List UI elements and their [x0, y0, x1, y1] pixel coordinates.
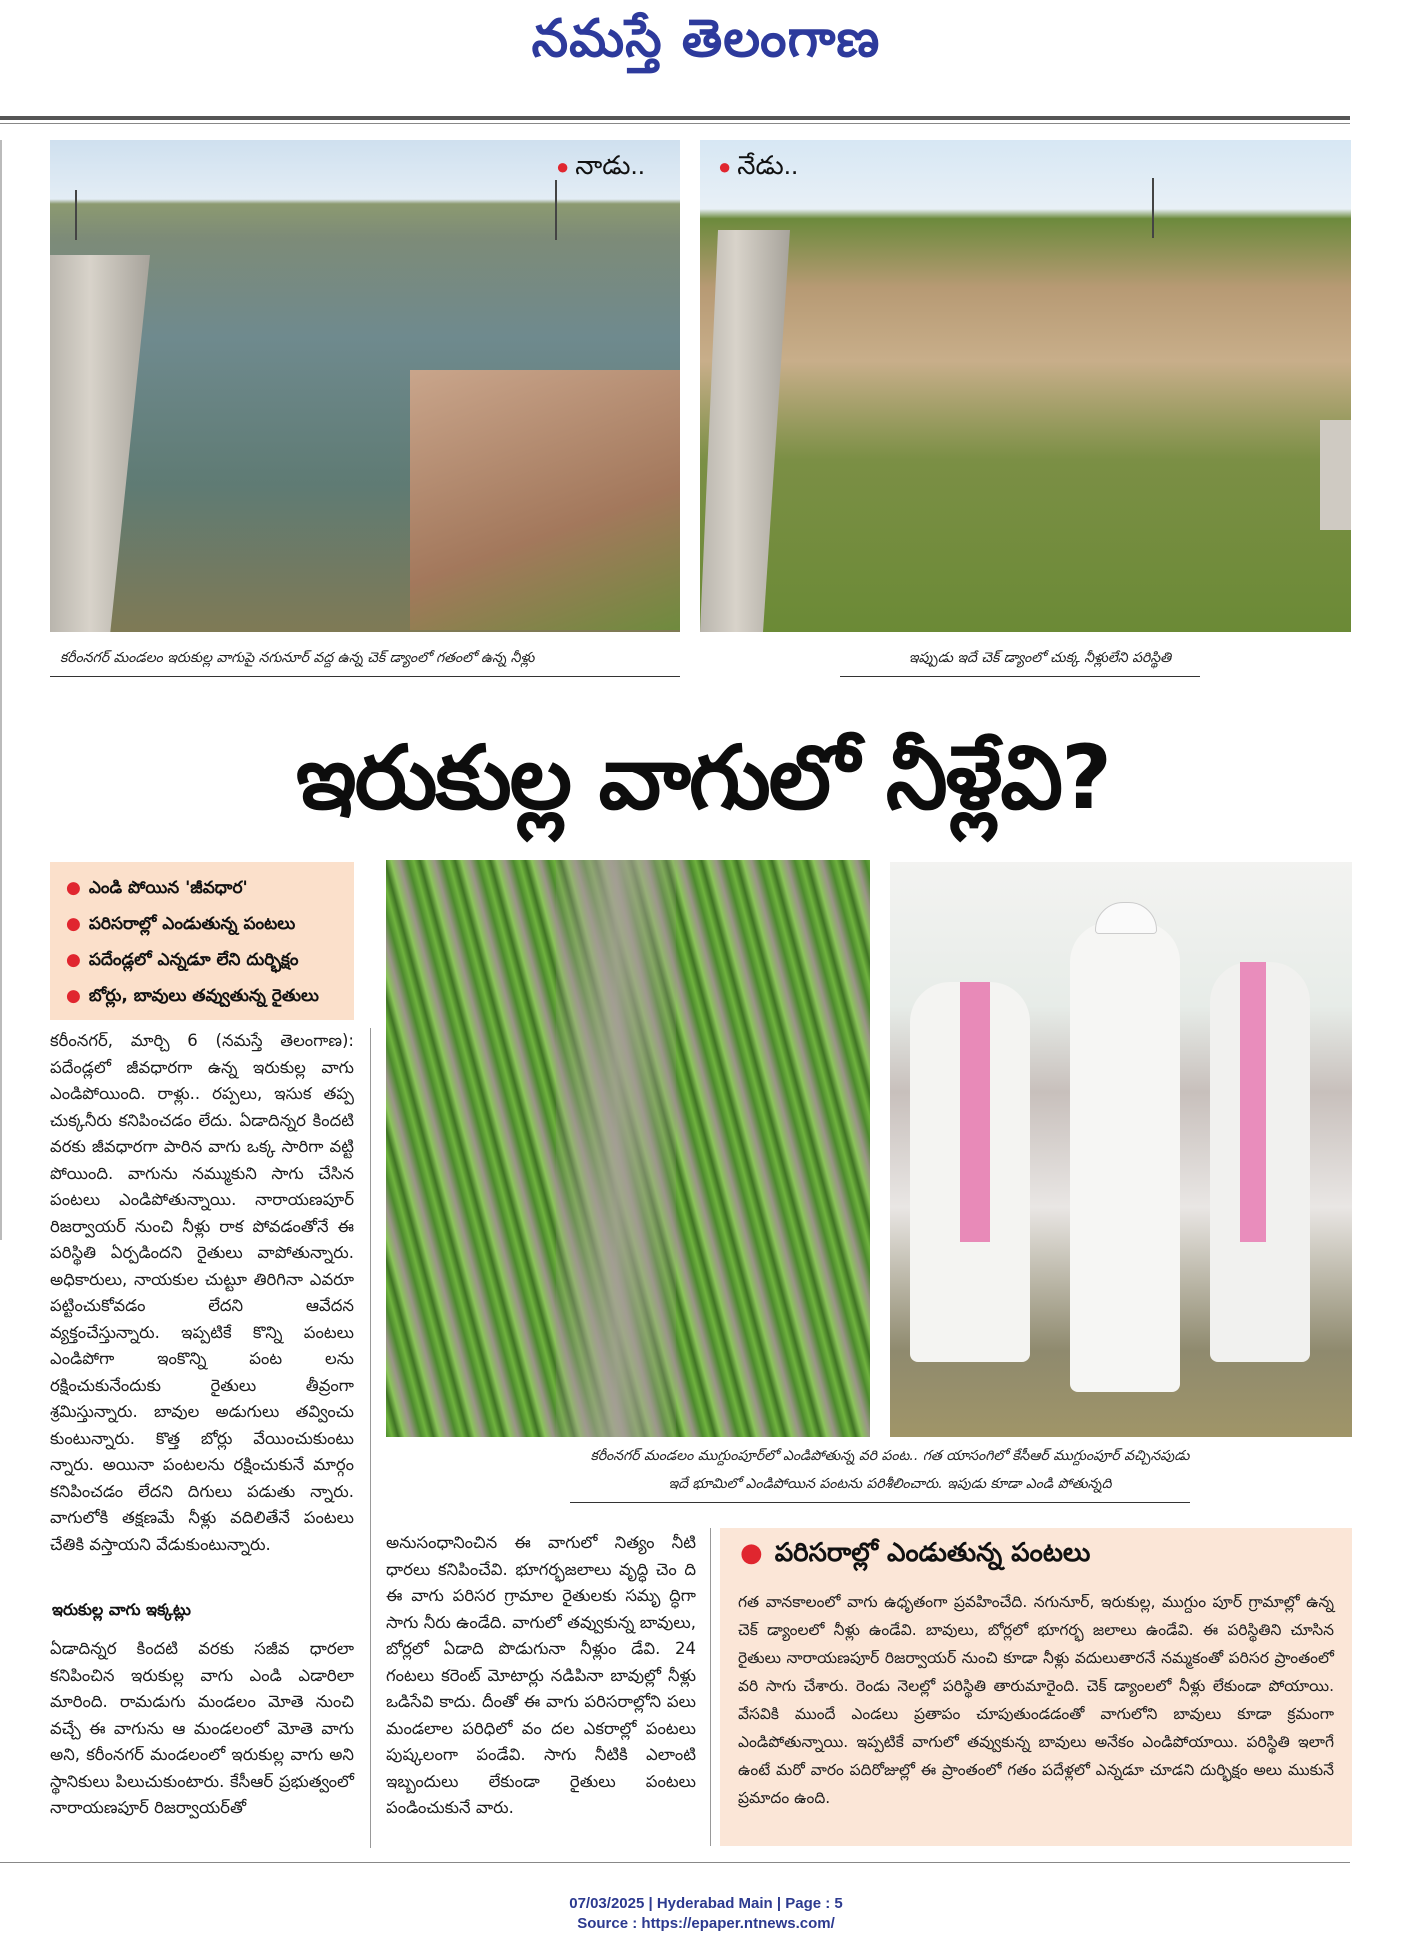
highlights-box	[50, 862, 354, 1020]
sand-bank	[410, 370, 680, 630]
tag-now: ● నేడు..	[718, 150, 799, 180]
caption-now: ఇప్పుడు ఇదే చెక్ డ్యాంలో చుక్క నీళ్లులేని పరిస్థితి	[908, 650, 1172, 666]
footer	[0, 1894, 1412, 1934]
left-column-rule	[0, 140, 2, 1240]
highlight-item: ● పరిసరాల్లో ఎండుతున్న పంటలు	[66, 914, 296, 934]
bridge-wall	[50, 255, 150, 632]
highlight-item: ● బోర్లు, బావులు తవ్వుతున్న రైతులు	[66, 986, 319, 1006]
photo-leaders-inspecting	[890, 862, 1352, 1437]
caption-underline	[570, 1502, 1190, 1503]
caption-paddy-line2: ఇదే భూమిలో ఎండిపోయిన పంటను పరిశీలించారు. ఇపుడు కూడా ఎండి పోతున్నది	[668, 1476, 1112, 1492]
highlight-item: ● పదేండ్లలో ఎన్నడూ లేని దుర్భిక్షం	[66, 950, 299, 970]
headline: ఇరుకుల్ల వాగులో నీళ్లేవి?	[296, 726, 1110, 829]
caption-then: కరీంనగర్ మండలం ఇరుకుల్ల వాగుపై నగునూర్ వద్ద ఉన్న చెక్ డ్యాంలో గతంలో ఉన్న నీళ్లు	[60, 650, 535, 666]
photo-check-dam-then	[50, 140, 680, 632]
photo-dry-paddy	[386, 860, 870, 1437]
footer-rule	[0, 1862, 1350, 1863]
subheading: ఇరుకుల్ల వాగు ఇక్కట్లు	[52, 1600, 191, 1619]
sidebar-box	[720, 1528, 1352, 1846]
column-divider	[710, 1528, 711, 1846]
cracked-soil	[556, 860, 676, 1437]
footer-source: Source : https://epaper.ntnews.com/	[577, 1915, 835, 1932]
sidebar-title: ● పరిసరాల్లో ఎండుతున్న పంటలు	[740, 1538, 1091, 1568]
pink-scarf	[960, 982, 990, 1242]
article-body-col2: అనుసంధానించిన ఈ వాగులో నిత్యం నీటి ధారలు కనిపించేవి. భూగర్భజలాలు వృద్ధి చెం ది ఈ వాగు పరిసర గ్రామాల రైతులకు సమృ ద్ధిగా సాగు నీరు ఉండేది. వాగులో తవ్వుకున్న బావులు, బోర్లలో ఏడాది పొడుగునా నీళ్లుం డేవి. 24 గంటలు కరెంట్ మోటార్లు నడిపినా బావుల్లో నీళ్లు ఒడిసేవి కాదు. దీంతో ఈ వాగు పరిసరాల్లోని పలు మండలాల పరిధిలో వం దల ఎకరాల్లో పంటలు పుష్కలంగా పండేవి. సాగు నీటికి ఎలాంటి ఇబ్బందులు లేకుండా రైతులు పంటలు పండించుకునే వారు.	[386, 1533, 696, 1817]
footer-date-edition: 07/03/2025 | Hyderabad Main | Page : 5	[569, 1895, 843, 1912]
power-tower-far	[75, 190, 77, 240]
power-tower	[555, 180, 557, 240]
pipe-structure	[1320, 420, 1351, 530]
pink-scarf	[1240, 962, 1266, 1242]
caption-paddy-line1: కరీంనగర్ మండలం ముగ్దుంపూర్‌లో ఎండిపోతున్న వరి పంట.. గత యాసంగిలో కేసీఆర్ ముగ్దుంపూర్ వచ్చినపుడు	[590, 1448, 1190, 1464]
masthead-rule	[0, 116, 1350, 120]
tag-then: ● నాడు..	[556, 150, 645, 180]
article-body-col1: కరీంనగర్, మార్చి 6 (నమస్తే తెలంగాణ): పదేండ్లలో జీవధారగా ఉన్న ఇరుకుల్ల వాగు ఎండిపోయింది. రాళ్లు.. రప్పలు, ఇసుక తప్ప చుక్కనీరు కనిపించడం లేదు. ఏడాదిన్నర కిందటి వరకు జీవధారగా పారిన వాగు ఒక్క సారిగా వట్టి పోయింది. వాగును నమ్ముకుని సాగు చేసిన పంటలు ఎండిపోతున్నాయి. నారాయణపూర్ రిజర్వాయర్ నుంచి నీళ్లు రాక పోవడంతోనే ఈ పరిస్థితి ఏర్పడిందని రైతులు వాపోతున్నారు. అధికారులు, నాయకుల చుట్టూ తిరిగినా ఎవరూ పట్టించుకోవడం లేదని ఆవేదన వ్యక్తంచేస్తున్నారు. ఇప్పటికే కొన్ని పంటలు ఎండిపోగా ఇంకొన్ని పంట లను రక్షించుకునేందుకు రైతులు తీవ్రంగా శ్రమిస్తున్నారు. బావుల అడుగులు తవ్వించు కుంటున్నారు. కొత్త బోర్లు వేయించుకుంటు న్నారు. అయినా పంటలను రక్షించుకునే మార్గం కనిపించడం లేదని దిగులు పడుతు న్నారు. వాగులోకి తక్షణమే నీళ్లు వదిలితేనే పంటలు చేతికి వస్తాయని వేడుకుంటున్నారు.	[50, 1031, 354, 1554]
photo-check-dam-now	[700, 140, 1351, 632]
person	[1070, 922, 1180, 1392]
article-body-col1b: ఏడాదిన్నర కిందటి వరకు సజీవ ధారలా కనిపించిన ఇరుకుల్ల వాగు ఎండి ఎడారిలా మారింది. రామడుగు మండలం మోతె నుంచి వచ్చే ఈ వాగును ఆ మండలంలో మోతె వాగు అని, కరీంనగర్ మండలంలో ఇరుకుల్ల వాగు అని స్థానికులు పిలుచుకుంటారు. కేసీఆర్ ప్రభుత్వంలో నారాయణపూర్ రిజర్వాయర్‌తో	[50, 1639, 354, 1817]
sidebar-body: గత వానకాలంలో వాగు ఉధృతంగా ప్రవహించేది. నగునూర్, ఇరుకుల్ల, ముగ్దుం పూర్ గ్రామాల్లో ఉన్న చెక్ డ్యాంలలో నీళ్లు ఉండేవి. బావులు, బోర్లలో భూగర్భ జలాలు ఉండేవి. ఈ పరిస్థితిని చూసిన రైతులు నారాయణపూర్ రిజర్వాయర్ నుంచి కూడా నీళ్లు వదులుతారనే నమ్మకంతో పరిసర ప్రాంతంలో వరి సాగు చేశారు. రెండు నెలల్లో పరిస్థితి తారుమారైంది. చెక్ డ్యాంలలో నీళ్లు లేకుండా పోయాయి. వేసవికి ముందే ఎండలు ప్రతాపం చూపుతుండడంతో వాగులోని బావులు కూడా క్రమంగా ఎండిపోతున్నాయి. ఇప్పటికే వాగులో తవ్వుకున్న బావులు అనేకం ఎండిపోయాయి. పరిస్థితి ఇలాగే ఉంటే మరో వారం పదిరోజుల్లో ఈ ప్రాంతంలో గతం పదేళ్లలో ఎన్నడూ చూడని దుర్భిక్షం అలు ముకునే ప్రమాదం ఉంది.	[738, 1593, 1334, 1807]
power-tower	[1152, 178, 1154, 238]
caption-underline	[50, 676, 680, 677]
highlight-item: ● ఎండి పోయిన 'జీవధార'	[66, 878, 248, 898]
masthead: నమస్తే తెలంగాణ	[531, 8, 881, 69]
column-divider	[370, 1028, 371, 1848]
bridge-wall	[700, 230, 790, 632]
masthead-rule-thin	[0, 123, 1350, 124]
hat	[1095, 902, 1157, 934]
caption-underline	[840, 676, 1200, 677]
